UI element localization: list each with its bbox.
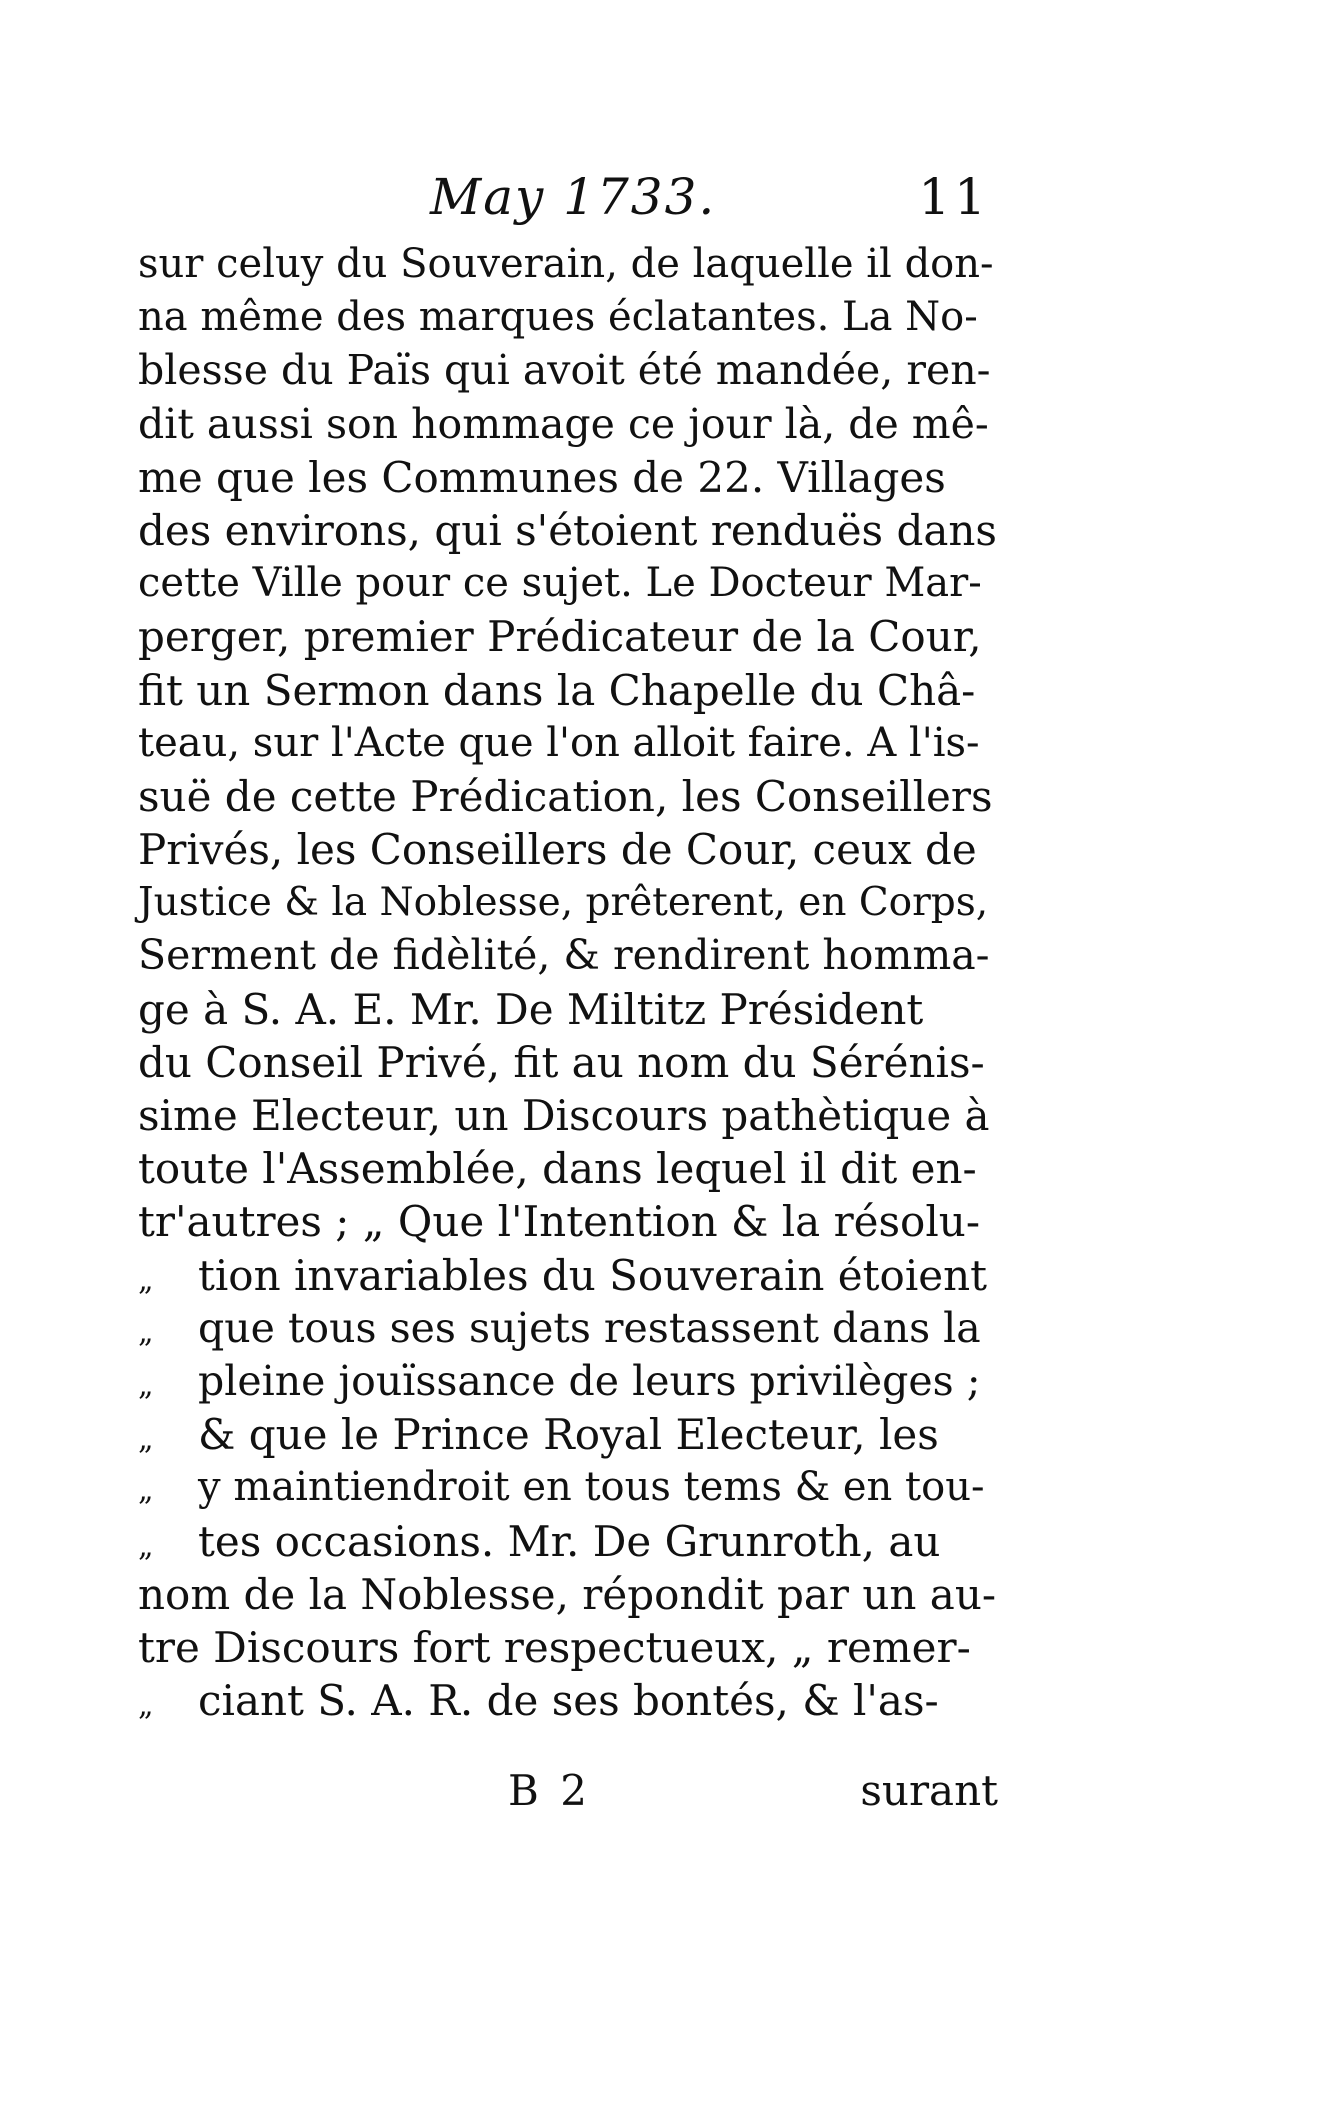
line-text: tion invariables du Souverain étoient (198, 1250, 988, 1300)
line-text: fit un Sermon dans la Chapelle du Châ- (138, 665, 976, 715)
quoted-line (138, 1461, 998, 1514)
running-title: May 1733. (430, 168, 717, 226)
line-text: nom de la Noblesse, répondit par un au- (138, 1569, 997, 1619)
page-number: 11 (918, 168, 990, 226)
line-text: toute l'Assemblée, dans lequel il dit en- (138, 1144, 977, 1194)
quoted-line (138, 1408, 998, 1461)
line-text: na même des marques éclatantes. La No- (138, 294, 978, 341)
text-line (138, 398, 998, 451)
line-text: cette Ville pour ce sujet. Le Docteur Mar- (138, 560, 982, 607)
catchword: surant (860, 1766, 998, 1815)
line-text: Serment de fidèlité, & rendirent homma- (138, 931, 990, 980)
line-text: sur celuy du Souverain, de laquelle il don- (138, 241, 994, 287)
text-line (138, 291, 998, 344)
quote-mark: „ (138, 1314, 154, 1350)
line-text: Privés, les Conseillers de Cour, ceux de (138, 825, 977, 875)
line-text: tre Discours fort respectueux, „ remer- (138, 1622, 971, 1672)
text-line (138, 664, 998, 717)
body-text (138, 238, 998, 1727)
line-text: Justice & la Noblesse, prêterent, en Corps, (138, 880, 989, 926)
text-line (138, 717, 998, 770)
text-line (138, 770, 998, 823)
line-text: tr'autres ; „ Que l'Intention & la résolu- (138, 1197, 981, 1247)
line-text: que tous ses sujets restassent dans la (198, 1303, 981, 1352)
text-line (138, 451, 998, 504)
quote-mark: „ (138, 1367, 154, 1403)
text-line (138, 344, 998, 397)
page-footer (138, 1766, 998, 1826)
line-text: blesse du Païs qui avoit été mandée, ren- (138, 346, 991, 395)
text-line (138, 1568, 998, 1621)
text-line (138, 983, 998, 1036)
quoted-line (138, 1302, 998, 1355)
text-line (138, 1142, 998, 1195)
text-line (138, 557, 998, 610)
line-text: sime Electeur, un Discours pathètique à (138, 1091, 990, 1140)
quoted-line (138, 1674, 998, 1727)
quoted-line (138, 1249, 998, 1302)
quoted-line (138, 1515, 998, 1568)
line-text: ciant S. A. R. de ses bontés, & l'as- (198, 1676, 939, 1726)
text-line (138, 1036, 998, 1089)
line-text: ge à S. A. E. Mr. De Miltitz Président (138, 984, 924, 1034)
line-text: teau, sur l'Acte que l'on alloit faire. A l'is- (138, 719, 980, 766)
quote-mark: „ (138, 1473, 154, 1509)
quote-mark: „ (138, 1262, 154, 1298)
text-line (138, 1195, 998, 1248)
text-line (138, 610, 998, 663)
line-text: des environs, qui s'étoient renduës dans (138, 505, 997, 555)
line-text: me que les Communes de 22. Villages (138, 452, 946, 502)
quote-mark: „ (138, 1528, 154, 1564)
text-line (138, 504, 998, 557)
line-text: & que le Prince Royal Electeur, les (198, 1410, 939, 1460)
line-text: dit aussi son hommage ce jour là, de mê- (138, 399, 989, 448)
signature-mark: B 2 (508, 1766, 591, 1815)
line-text: du Conseil Privé, fit au nom du Sérénis- (138, 1037, 985, 1087)
line-text: suë de cette Prédication, les Conseillers (138, 771, 993, 821)
line-text: pleine jouïssance de leurs privilèges ; (198, 1356, 981, 1405)
text-line (138, 1621, 998, 1674)
quote-mark: „ (138, 1688, 154, 1724)
line-text: y maintiendroit en tous tems & en tou- (198, 1464, 985, 1511)
text-line (138, 929, 998, 982)
quote-mark: „ (138, 1422, 154, 1458)
quoted-line (138, 1355, 998, 1408)
text-line (138, 823, 998, 876)
line-text: tes occasions. Mr. De Grunroth, au (198, 1516, 941, 1566)
text-line (138, 876, 998, 929)
text-line (138, 1089, 998, 1142)
line-text: perger, premier Prédicateur de la Cour, (138, 612, 982, 662)
page-header (140, 168, 990, 238)
text-line (138, 238, 998, 291)
